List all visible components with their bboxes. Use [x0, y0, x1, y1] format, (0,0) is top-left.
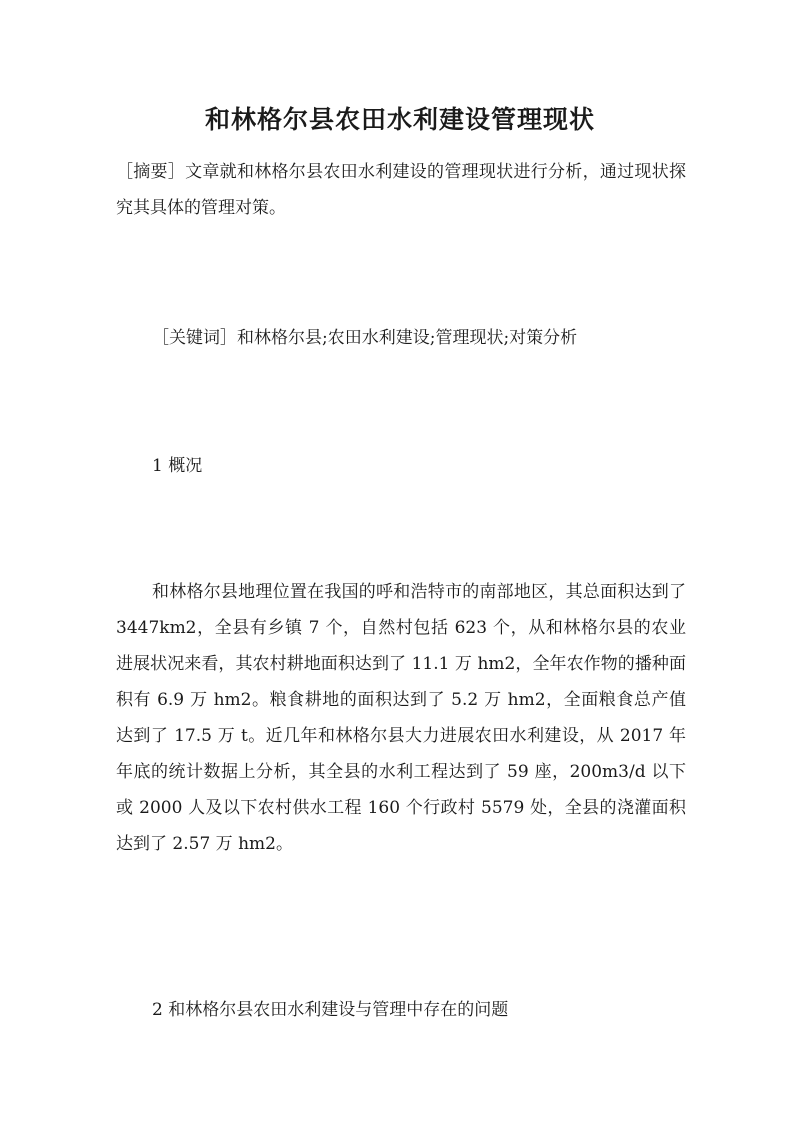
section-1-body: 和林格尔县地理位置在我国的呼和浩特市的南部地区，其总面积达到了 3447km2，全县有乡镇 7 个，自然村包括 623 个，从和林格尔县的农业进展状况来看，其农村耕地面积达到了 11.1 万 hm2，全年农作物的播种面积有 6.9 万 hm2。粮食耕地的面积达到了 5.2 万 hm2，全面粮食总产值达到了 17.5 万 t。近几年和林格尔县大力进展农田水利建设，从 2017 年年底的统计数据上分析，其全县的水利工程达到了 59 座，200m3/d 以下或 2000 人及以下农村供水工程 160 个行政村 5579 处，全县的浇灌面积达到了 2.57 万 hm2。 [116, 582, 686, 854]
abstract-paragraph: ［摘要］文章就和林格尔县农田水利建设的管理现状进行分析，通过现状探究其具体的管理对策。 [116, 162, 686, 218]
section-2-heading: 2 和林格尔县农田水利建设与管理中存在的问题 [152, 1000, 509, 1020]
document-title: 和林格尔县农田水利建设管理现状 [204, 105, 595, 134]
section-1-heading: 1 概况 [152, 456, 203, 476]
keywords-paragraph: ［关键词］和林格尔县;农田水利建设;管理现状;对策分析 [152, 328, 578, 348]
